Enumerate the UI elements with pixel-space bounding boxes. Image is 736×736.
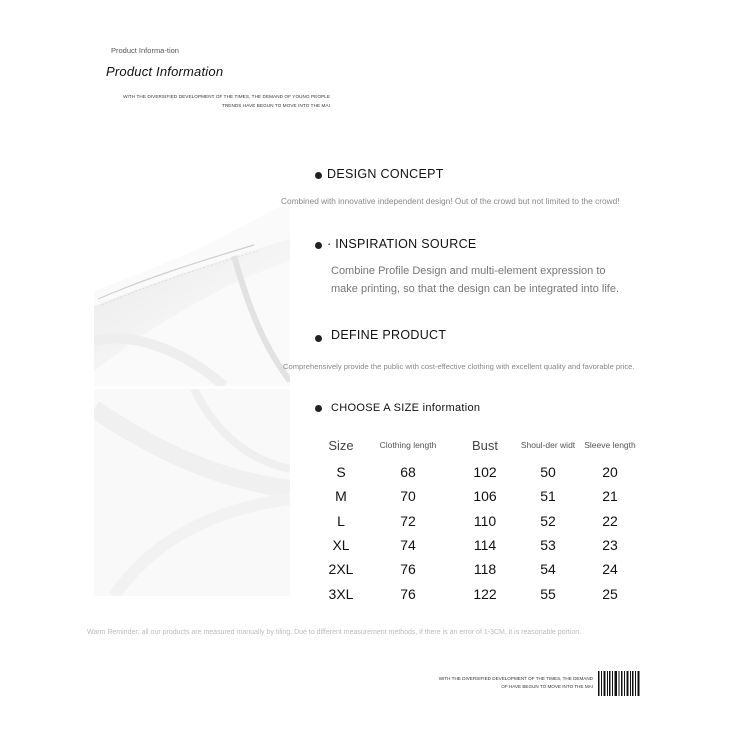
shoulder-cell: 51 [540, 488, 556, 505]
inspiration-source-heading: · INSPIRATION SOURCE [327, 237, 477, 251]
inspiration-source-text: Combine Profile Design and multi-element expression to make printing, so that the design can be integrated into life. [331, 265, 620, 295]
length-cell: 76 [400, 561, 416, 578]
bullet-dot-icon [315, 405, 322, 412]
size-cell: L [337, 512, 345, 529]
bust-cell: 114 [473, 537, 497, 554]
bust-cell: 106 [473, 488, 497, 505]
header-bust: Bust [471, 437, 498, 453]
size-cell: M [335, 488, 347, 505]
bullet-dot-icon [315, 335, 322, 342]
define-product-text: Comprehensively provide the public with cost-effective clothing with excellent quality and favorable price. [283, 362, 635, 371]
length-cell: 68 [400, 464, 416, 481]
bust-cell: 102 [473, 464, 497, 481]
length-cell: 72 [400, 512, 416, 529]
table-row [320, 533, 640, 557]
size-chart-header-row [320, 430, 640, 460]
table-row [320, 581, 640, 605]
footer-tagline: WITH THE DIVERSIFIED DEVELOPMENT OF THE TIMES, THE DEMAND OF HAVE BEGUN TO MOVE INTO THE MAI [438, 676, 593, 689]
size-cell: 2XL [328, 561, 354, 578]
bullet-dot-icon [315, 242, 322, 249]
design-concept-text: Combined with innovative independent design! Out of the crowd but not limited to the crowd! [281, 196, 620, 206]
size-chart-table [320, 430, 640, 606]
bust-cell: 122 [473, 585, 497, 602]
bullet-dot-icon [315, 172, 322, 179]
shoulder-cell: 54 [540, 561, 556, 578]
header-clothing-length: Clothing length [379, 439, 437, 450]
table-row [320, 460, 640, 484]
sleeve-cell: 20 [602, 464, 618, 481]
shoulder-cell: 50 [540, 464, 556, 481]
length-cell: 74 [400, 537, 416, 554]
header-sleeve-length: Sleeve length [584, 439, 636, 450]
bust-cell: 118 [473, 561, 497, 578]
length-cell: 76 [400, 585, 416, 602]
design-concept-heading: DESIGN CONCEPT [327, 167, 444, 181]
size-cell: 3XL [328, 585, 354, 602]
fabric-texture-illustration [94, 389, 290, 596]
barcode-icon [598, 671, 640, 696]
sleeve-cell: 21 [602, 488, 618, 505]
fabric-photo-collar [94, 181, 290, 386]
sleeve-cell: 24 [602, 561, 618, 578]
page-title: Product Information [106, 64, 224, 79]
header-tagline: WITH THE DIVERSIFIED DEVELOPMENT OF THE TIMES, THE DEMAND OF YOUNG PEOPLE TRENDS HAVE BEGUN TO MOVE INTO THE MAI [123, 94, 330, 108]
collar-fold-illustration [94, 181, 290, 386]
shoulder-cell: 53 [540, 537, 556, 554]
fabric-photo-texture [94, 389, 290, 596]
size-cell: XL [332, 537, 350, 554]
table-row [320, 557, 640, 581]
measurement-reminder: Warm Reminder: all our products are measured manually by tiling. Due to different measurement methods, if there is an error of 1-3CM, it is reasonable portion. [87, 629, 582, 636]
table-row [320, 484, 640, 508]
shoulder-cell: 52 [540, 512, 556, 529]
header-size: Size [328, 437, 354, 453]
table-row [320, 509, 640, 533]
shoulder-cell: 55 [540, 585, 556, 602]
sleeve-cell: 25 [602, 585, 618, 602]
define-product-heading: DEFINE PRODUCT [331, 328, 447, 342]
sleeve-cell: 22 [602, 512, 618, 529]
size-info-heading: CHOOSE A SIZE information [331, 402, 481, 414]
header-shoulder-width: Shoul-der widt [520, 439, 576, 450]
sleeve-cell: 23 [602, 537, 618, 554]
length-cell: 70 [400, 488, 416, 505]
size-cell: S [336, 464, 346, 481]
small-section-tag: Product Informa-tion [111, 46, 179, 55]
bust-cell: 110 [473, 512, 497, 529]
